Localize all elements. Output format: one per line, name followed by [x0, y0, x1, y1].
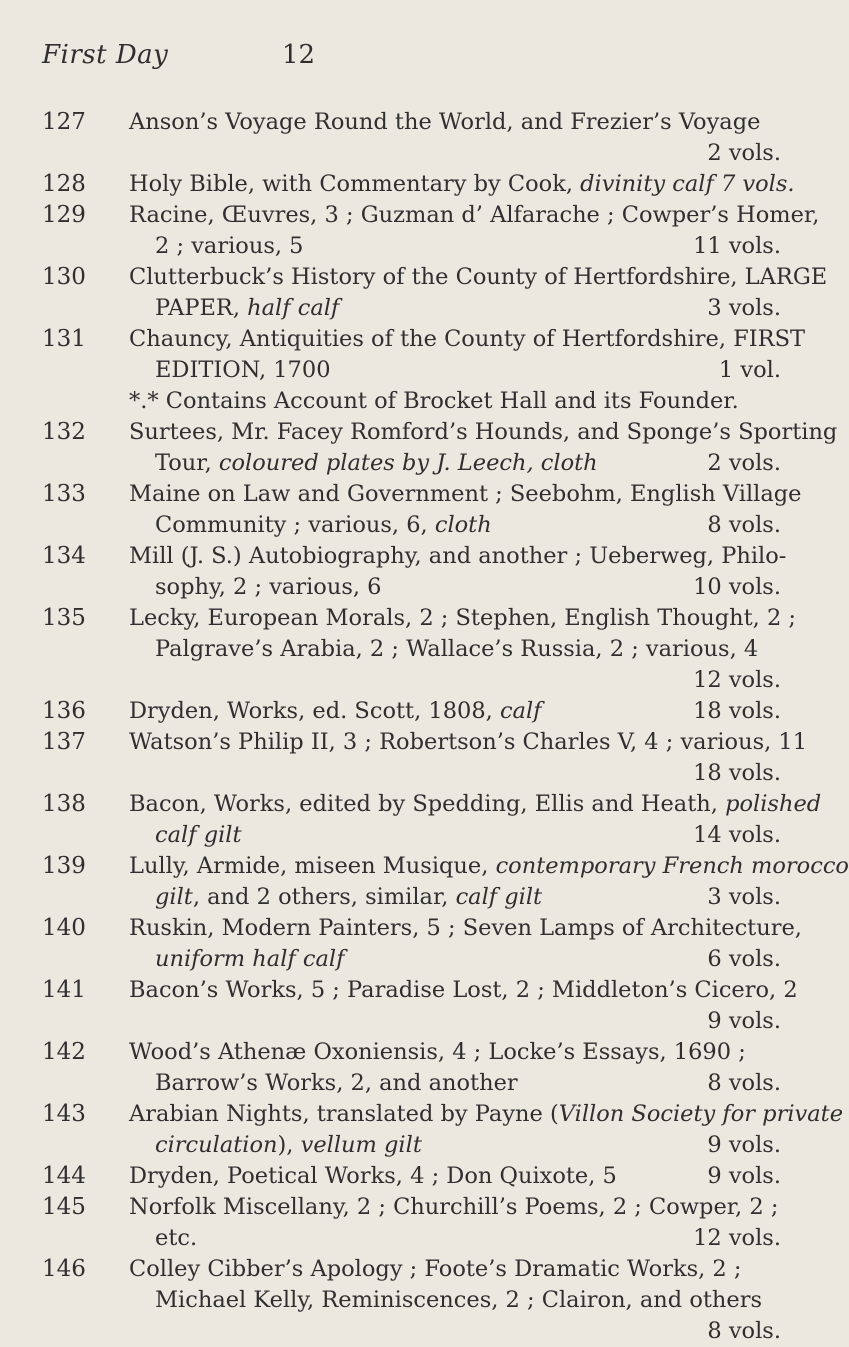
- lot-description-cont: Barrow’s Works, 2, and another: [155, 1070, 518, 1096]
- lot-description-cont: gilt, and 2 others, similar, calf gilt: [155, 884, 543, 910]
- lot-description: Wood’s Athenæ Oxoniensis, 4 ; Locke’s Essays, 1690 ;: [129, 1039, 746, 1065]
- lot-volumes: 12 vols.: [693, 667, 781, 693]
- lot-entry: [42, 1192, 782, 1254]
- lot-entry: [42, 169, 795, 200]
- lot-description: Norfolk Miscellany, 2 ; Churchill’s Poems, 2 ; Cowper, 2 ;: [129, 1194, 779, 1220]
- lot-entry: [42, 603, 797, 696]
- lot-description-cont: PAPER, half calf: [155, 295, 340, 321]
- lot-number: 143: [42, 1101, 86, 1127]
- lot-entry: [42, 975, 798, 1037]
- binding-note: divinity calf 7 vols.: [580, 171, 795, 197]
- lot-description: Anson’s Voyage Round the World, and Frezier’s Voyage: [129, 109, 761, 135]
- lot-number: 136: [42, 698, 86, 724]
- lot-volumes: 9 vols.: [707, 1163, 781, 1189]
- lot-number: 145: [42, 1194, 86, 1220]
- lot-description: Lully, Armide, miseen Musique, contemporary French morocco: [129, 853, 849, 879]
- lot-number: 146: [42, 1256, 86, 1282]
- lot-volumes: 6 vols.: [707, 946, 781, 972]
- lot-number: 139: [42, 853, 86, 879]
- lot-description-cont: Community ; various, 6, cloth: [155, 512, 492, 538]
- lot-volumes: 1 vol.: [718, 357, 781, 383]
- lot-number: 129: [42, 202, 86, 228]
- lot-entry: [42, 417, 838, 479]
- day-heading: First Day: [42, 40, 169, 70]
- lot-description: Arabian Nights, translated by Payne (Villon Society for private: [129, 1101, 844, 1127]
- lot-description-cont: Michael Kelly, Reminiscences, 2 ; Clairon, and others: [155, 1287, 763, 1313]
- lot-number: 137: [42, 729, 86, 755]
- lot-entry: [42, 727, 808, 789]
- lot-description: Ruskin, Modern Painters, 5 ; Seven Lamps of Architecture,: [129, 915, 802, 941]
- lot-description: Bacon’s Works, 5 ; Paradise Lost, 2 ; Middleton’s Cicero, 2: [129, 977, 798, 1003]
- lot-description: Racine, Œuvres, 3 ; Guzman d’ Alfarache ; Cowper’s Homer,: [129, 202, 820, 228]
- lot-note: *.* Contains Account of Brocket Hall and its Founder.: [129, 388, 739, 414]
- lot-volumes: 3 vols.: [707, 884, 781, 910]
- lot-entry: [42, 324, 805, 417]
- lot-volumes: 8 vols.: [707, 512, 781, 538]
- lot-number: 141: [42, 977, 86, 1003]
- lot-description-cont: calf gilt: [155, 822, 242, 848]
- lot-volumes: 14 vols.: [693, 822, 781, 848]
- lot-number: 140: [42, 915, 86, 941]
- lot-volumes: 8 vols.: [707, 1318, 781, 1344]
- lot-number: 138: [42, 791, 86, 817]
- lot-entry: [42, 107, 782, 169]
- lot-number: 133: [42, 481, 86, 507]
- lot-entry: [42, 1161, 782, 1192]
- lot-number: 131: [42, 326, 86, 352]
- lot-volumes: 9 vols.: [707, 1132, 781, 1158]
- lot-entry: [42, 200, 820, 262]
- lot-entry: [42, 789, 822, 851]
- lot-entry: [42, 479, 802, 541]
- lot-entry: [42, 1254, 782, 1347]
- lot-volumes: 18 vols.: [693, 698, 781, 724]
- lot-entry: [42, 851, 849, 913]
- lot-description: Clutterbuck’s History of the County of Hertfordshire, LARGE: [129, 264, 828, 290]
- lot-volumes: 8 vols.: [707, 1070, 781, 1096]
- lot-description: Watson’s Philip II, 3 ; Robertson’s Charles V, 4 ; various, 11: [129, 729, 808, 755]
- lot-entry: [42, 913, 802, 975]
- lot-description: Chauncy, Antiquities of the County of Hertfordshire, FIRST: [129, 326, 805, 352]
- lot-number: 127: [42, 109, 86, 135]
- lot-description: Holy Bible, with Commentary by Cook, divinity calf 7 vols.: [129, 171, 795, 197]
- lot-description-cont: sophy, 2 ; various, 6: [155, 574, 382, 600]
- lot-description-cont: Palgrave’s Arabia, 2 ; Wallace’s Russia, 2 ; various, 4: [155, 636, 759, 662]
- lot-number: 144: [42, 1163, 86, 1189]
- lot-entry: [42, 696, 782, 727]
- lot-number: 142: [42, 1039, 86, 1065]
- lot-entry: [42, 1037, 782, 1099]
- lot-description: Maine on Law and Government ; Seebohm, English Village: [129, 481, 802, 507]
- lot-description: Dryden, Poetical Works, 4 ; Don Quixote, 5: [129, 1163, 617, 1189]
- lot-description-cont: EDITION, 1700: [155, 357, 331, 383]
- lot-description: Bacon, Works, edited by Spedding, Ellis and Heath, polished: [129, 791, 822, 817]
- lot-description: Dryden, Works, ed. Scott, 1808, calf: [129, 698, 542, 724]
- lot-volumes: 9 vols.: [707, 1008, 781, 1034]
- lot-description-cont: circulation), vellum gilt: [155, 1132, 422, 1158]
- lot-entry: [42, 262, 828, 324]
- lot-description: Surtees, Mr. Facey Romford’s Hounds, and Sponge’s Sporting: [129, 419, 838, 445]
- lot-volumes: 3 vols.: [707, 295, 781, 321]
- page-number: 12: [282, 40, 316, 70]
- lot-description-cont: uniform half calf: [155, 946, 345, 972]
- lot-number: 128: [42, 171, 86, 197]
- lot-number: 134: [42, 543, 86, 569]
- lot-volumes: 18 vols.: [693, 760, 781, 786]
- lot-volumes: 10 vols.: [693, 574, 781, 600]
- lot-number: 132: [42, 419, 86, 445]
- lot-description-cont: Tour, coloured plates by J. Leech, cloth: [155, 450, 598, 476]
- lot-volumes: 11 vols.: [693, 233, 781, 259]
- lot-number: 130: [42, 264, 86, 290]
- lot-volumes: 12 vols.: [693, 1225, 781, 1251]
- lot-description-cont: etc.: [155, 1225, 198, 1251]
- page-header: [42, 40, 761, 74]
- lot-volumes: 2 vols.: [707, 450, 781, 476]
- lot-description: Mill (J. S.) Autobiography, and another ; Ueberweg, Philo-: [129, 543, 787, 569]
- lot-entry: [42, 1099, 844, 1161]
- lot-list: [0, 107, 849, 1347]
- lot-description-cont: 2 ; various, 5: [155, 233, 304, 259]
- lot-description: Lecky, European Morals, 2 ; Stephen, English Thought, 2 ;: [129, 605, 797, 631]
- lot-description: Colley Cibber’s Apology ; Foote’s Dramatic Works, 2 ;: [129, 1256, 742, 1282]
- lot-entry: [42, 541, 787, 603]
- lot-volumes: 2 vols.: [707, 140, 781, 166]
- lot-number: 135: [42, 605, 86, 631]
